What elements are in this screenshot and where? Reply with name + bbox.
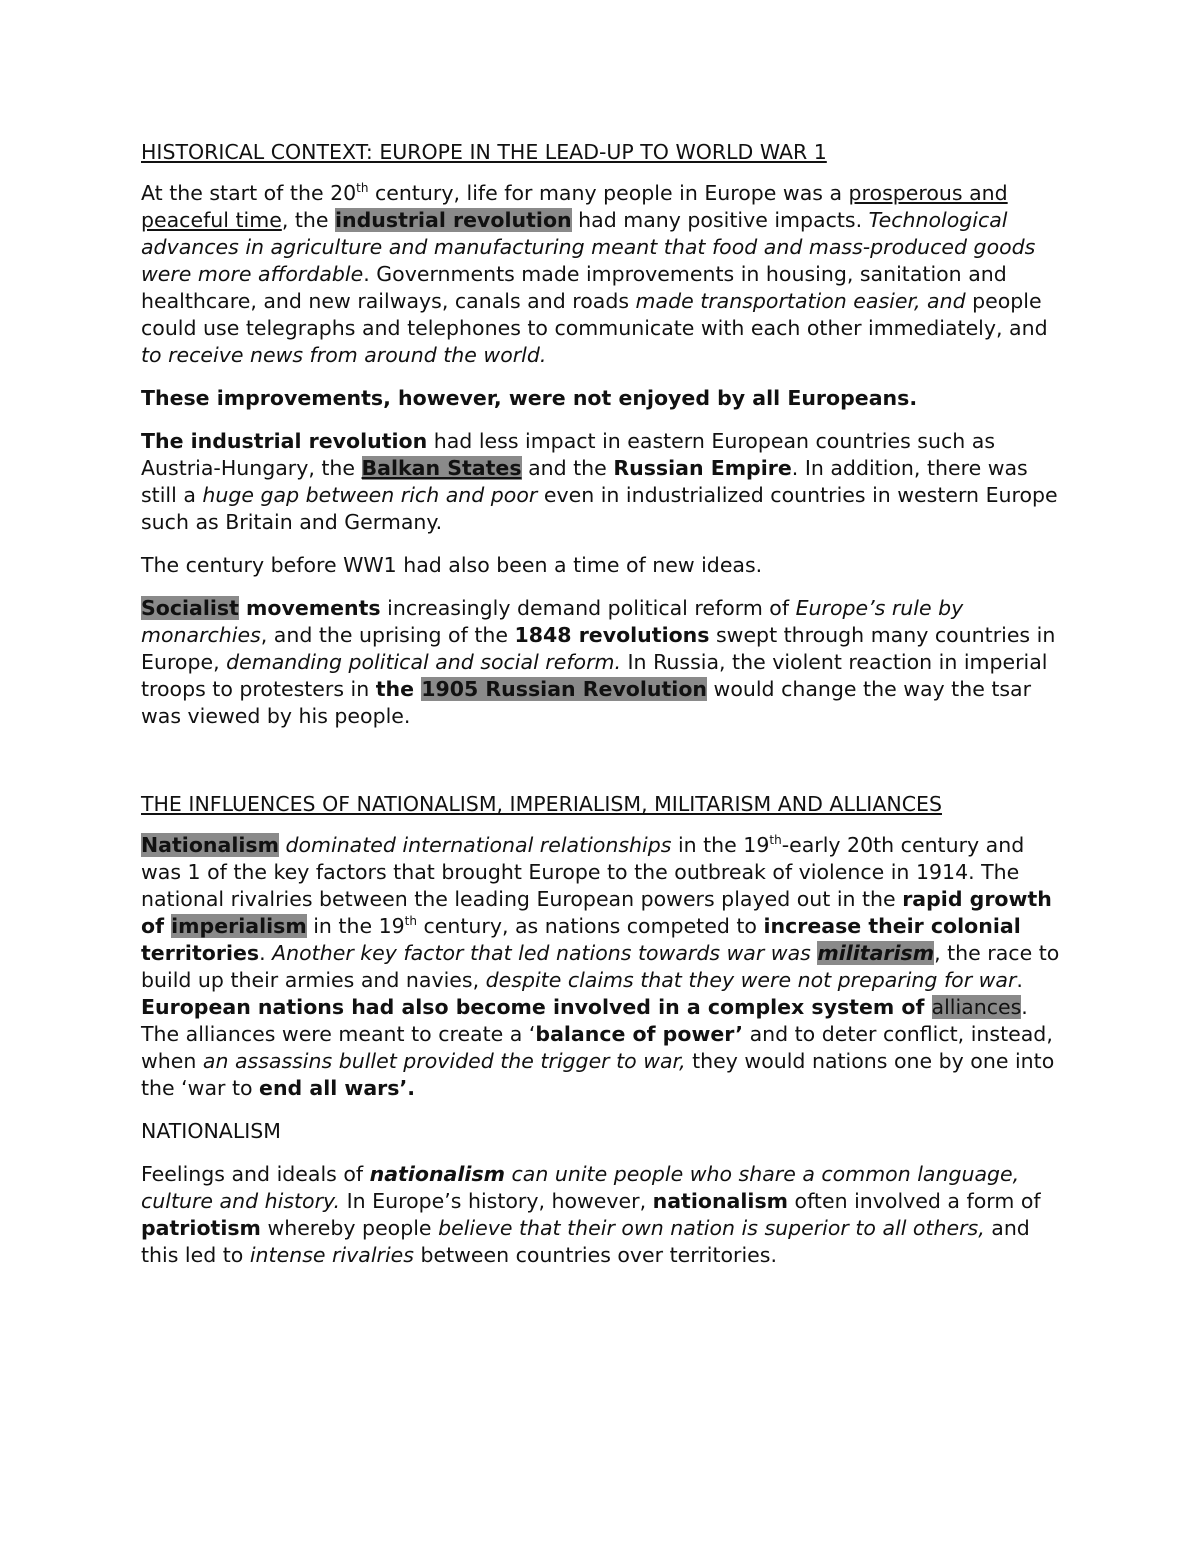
bold-term: the	[375, 677, 422, 701]
bold-term: nationalism	[652, 1189, 789, 1213]
italic-phrase: Technological advances in agriculture and manufacturing meant that food and mass-produced goods were more affordable	[141, 208, 1036, 286]
text-run: -early 20th century and was 1 of the key factors that brought Europe to the outbreak of violence in 1914. The national rivalries between the leading European powers played out in the	[141, 833, 1025, 911]
highlighted-term-1905-revolution: 1905 Russian Revolution	[421, 677, 708, 701]
superscript-th: th	[769, 833, 782, 847]
paragraph-socialist	[141, 595, 1060, 730]
bold-term: end all wars’.	[259, 1076, 416, 1100]
italic-phrase: Another key factor that led nations towards war was	[272, 941, 818, 965]
italic-phrase: despite claims that they were not preparing for war	[485, 968, 1017, 992]
bold-italic-term: nationalism	[369, 1162, 506, 1186]
text-run: .	[1016, 968, 1023, 992]
paragraph-not-enjoyed	[141, 385, 1060, 412]
text-run: had many positive impacts.	[571, 208, 869, 232]
text-run: century, as nations competed to	[416, 914, 764, 938]
text-run: would change the way the tsar was viewed by his people.	[141, 677, 1032, 728]
bold-term: 1848 revolutions	[514, 623, 710, 647]
text-run: often involved a form of	[788, 1189, 1041, 1213]
bold-term: balance of power’	[535, 1022, 744, 1046]
highlighted-term-militarism: militarism	[817, 941, 935, 965]
bold-term: patriotism	[141, 1216, 261, 1240]
superscript-th: th	[356, 181, 369, 195]
section-spacer	[141, 746, 1060, 790]
underlined-phrase: prosperous and peaceful time	[141, 181, 1008, 232]
italic-phrase: intense rivalries	[249, 1243, 414, 1267]
text-run: In Russia, the violent reaction in imperial troops to protesters in	[141, 650, 1048, 701]
italic-phrase: an assassins bullet provided the trigger to war,	[202, 1049, 686, 1073]
italic-phrase: to receive news from around the world.	[141, 343, 547, 367]
highlighted-term-socialist: Socialist	[141, 596, 239, 620]
paragraph-nationalism-detail	[141, 1161, 1060, 1269]
bold-statement: These improvements, however, were not enjoyed by all Europeans.	[141, 386, 918, 410]
text-run: even in industrialized countries in western Europe such as Britain and Germany.	[141, 483, 1058, 534]
text-run: had less impact in eastern European countries such as Austria-Hungary, the	[141, 429, 995, 480]
italic-phrase: can unite people who share a common language, culture and history.	[141, 1162, 1020, 1213]
highlighted-term-industrial-revolution: industrial revolution	[335, 208, 572, 232]
text-run: and to deter conflict, instead, when	[141, 1022, 1053, 1073]
highlighted-term-imperialism: imperialism	[171, 914, 307, 938]
text-run: between countries over territories.	[413, 1243, 777, 1267]
text-run: they would nations one by one into the ‘war to	[141, 1049, 1055, 1100]
text-run: in the 19	[671, 833, 770, 857]
paragraph-nationalism-overview	[141, 832, 1060, 1102]
bold-term: movements	[238, 596, 381, 620]
highlighted-term-nationalism: Nationalism	[141, 833, 279, 857]
text-run: , and the uprising of the	[260, 623, 515, 647]
text-run: At the start of the 20	[141, 181, 357, 205]
text-run: in the 19	[306, 914, 405, 938]
bold-term: The industrial revolution	[141, 429, 428, 453]
text-run: Feelings and ideals of	[141, 1162, 370, 1186]
text-run: .	[259, 941, 273, 965]
italic-phrase: made transportation easier, and	[635, 289, 973, 313]
text-run: and the	[521, 456, 614, 480]
italic-phrase: demanding political and social reform.	[226, 650, 621, 674]
superscript-th: th	[404, 914, 417, 928]
italic-phrase: Europe’s rule by monarchies	[141, 596, 964, 647]
text-run: In Europe’s history, however,	[340, 1189, 653, 1213]
text-run: whereby people	[260, 1216, 439, 1240]
highlighted-term-balkan-states: Balkan States	[361, 456, 522, 480]
bold-term: European nations had also become involved in a complex system of	[141, 995, 932, 1019]
paragraph-prosperity	[141, 180, 1060, 369]
bold-term: increase their colonial territories	[141, 914, 1021, 965]
text-run: . The alliances were meant to create a ‘	[141, 995, 1028, 1046]
highlighted-term-alliances: alliances	[931, 995, 1022, 1019]
text-run: , the	[281, 208, 336, 232]
text-run: swept through many countries in Europe,	[141, 623, 1056, 674]
text-run: increasingly demand political reform of	[380, 596, 796, 620]
subheading-nationalism: NATIONALISM	[141, 1119, 281, 1143]
italic-phrase: huge gap between rich and poor	[202, 483, 538, 507]
text-run: century, life for many people in Europe was a	[368, 181, 849, 205]
italic-phrase: believe that their own nation is superior to all others,	[438, 1216, 985, 1240]
text-run: . In addition, there was still a	[141, 456, 1028, 507]
text-run: , the race to build up their armies and navies,	[141, 941, 1060, 992]
paragraph-industrial-impact	[141, 428, 1060, 536]
bold-term: Russian Empire	[613, 456, 792, 480]
section-heading-influences: THE INFLUENCES OF NATIONALISM, IMPERIALISM, MILITARISM AND ALLIANCES	[141, 792, 942, 816]
section-heading-historical-context: HISTORICAL CONTEXT: EUROPE IN THE LEAD-UP TO WORLD WAR 1	[141, 140, 827, 164]
bold-term: rapid growth of	[141, 887, 1052, 938]
italic-phrase: dominated international relationships	[278, 833, 672, 857]
text-run: and this led to	[141, 1216, 1030, 1267]
text-run: people could use telegraphs and telephones to communicate with each other immediately, and	[141, 289, 1048, 340]
text-run: . Governments made improvements in housing, sanitation and healthcare, and new railways, canals and roads	[141, 262, 1007, 313]
paragraph-new-ideas: The century before WW1 had also been a time of new ideas.	[141, 553, 763, 577]
